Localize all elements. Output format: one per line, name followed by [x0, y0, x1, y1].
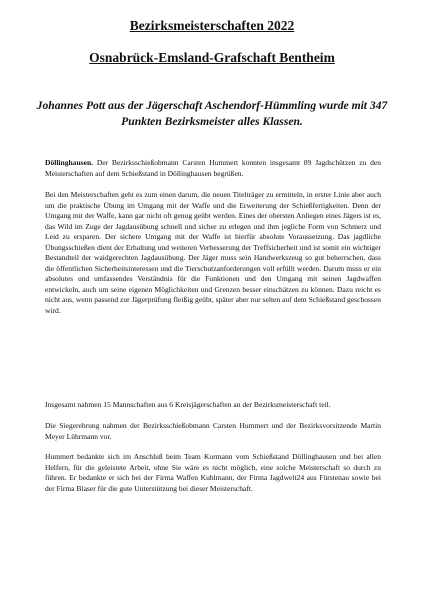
document-title: Bezirksmeisterschaften 2022	[129, 18, 295, 33]
paragraph-ceremony: Die Siegerehrung nahmen der Bezirksschießobmann Carsten Hummert und der Bezirksvorsitzende Martin Meyer Lührmann vor.	[45, 421, 381, 441]
lead-paragraph: Johannes Pott aus der Jägerschaft Aschendorf-Hümmling wurde mit 347 Punkten Bezirksmeister alles Klassen.	[36, 99, 388, 128]
paragraph-intro	[45, 158, 381, 179]
dateline-place: Döllinghausen.	[45, 158, 94, 167]
paragraph-practice: Bei den Meisterschaften geht es zum einen darum, die neuen Titelträger zu ermitteln, in erster Linie aber auch um die praktische Übung im Umgang mit der Waffe und die Erweiterung der Schießfertigkeiten. Denn der Umgang mit der Waffe, kann gar nicht oft genug geübt werden. Eines der obersten Anliegen eines Jägers ist es, das Wild im Zuge der Jagdausübung schnell und sicher zu erlegen und ihm jegliche Form von Schmerz und Leid zu ersparen. Der sichere Umgang mit der Waffe ist hierfür absolute Voraussetzung. Das jagdliche Übungsschießen dient der Erhaltung und weiteren Verbesserung der Treffsicherheit und ist somit ein wichtiger Bestandteil der waidgerechten Jagdausübung. Der Jäger muss sein Handwerkszeug so gut beherrschen, dass die öffentlichen Sicherheitsinteressen und die Tierschutzanforderungen voll erfüllt werden. Darum muss er ein absolutes und umfassendes Verständnis für die Funktionen und den Umgang mit seinen Jagdwaffen entwickeln, auch um seine eigenen Möglichkeiten und Grenzen besser einschätzen zu können. Dazu reicht es nicht aus, wenn passend zur Jägerprüfung fleißig geübt, später aber nur selten auf dem Schießstand geschossen wird.	[45, 190, 381, 315]
document-subtitle-region: Osnabrück-Emsland-Grafschaft Bentheim	[89, 50, 335, 65]
paragraph-intro-text: Der Bezirksschießobmann Carsten Hummert konnten insgesamt 89 Jagdschützen zu den Meisterschaften auf dem Schießstand in Döllinghausen begrüßen.	[45, 158, 382, 178]
paragraph-thanks: Hummert bedankte sich im Anschluß beim Team Kormann vom Schießstand Döllinghausen und bei allen Helfern, für die geleistete Arbeit, ohne Sie wäre es nicht möglich, eine solche Meisterschaft so durch zu führen. Er bedankte er sich bei der Firma Waffen Kuhlmann, der Firma Jagdwelt24 aus Fürstenau sowie bei der Firma Blaser für die gute Unterstützung bei dieser Meisterschaft.	[45, 452, 381, 493]
paragraph-teams: Insgesamt nahmen 15 Mannschaften aus 6 Kreisjägerschaften an der Bezirksmeisterschaft teil.	[45, 400, 331, 409]
